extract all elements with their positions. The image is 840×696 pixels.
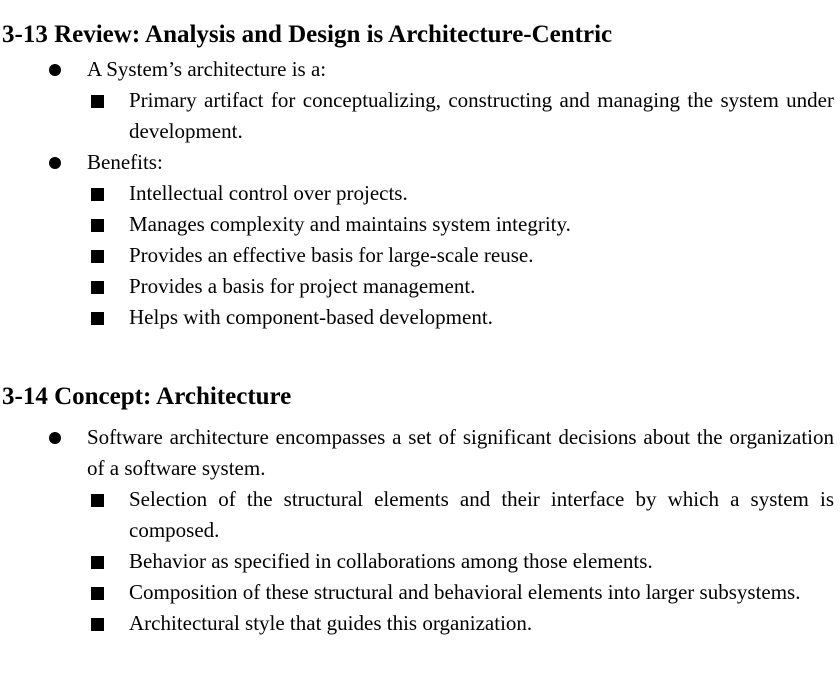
sub-list-item [0,302,840,333]
sub-list-item-text: Provides an effective basis for large-scale reuse. [129,243,534,267]
section-heading-review: 3-13 Review: Analysis and Design is Architecture-Centric [2,21,613,48]
list-item-text: Software architecture encompasses a set of significant decisions about the organization of a software system. [87,425,834,480]
bullet-dot-icon [49,64,61,76]
sub-list-item-text: Intellectual control over projects. [129,181,408,205]
sub-list-item-text: Selection of the structural elements and their interface by which a system is composed. [129,487,834,542]
sub-list-item [0,484,840,546]
bullet-square-icon [91,281,104,294]
bullet-square-icon [91,494,104,507]
sub-list-item-text: Provides a basis for project management. [129,274,476,298]
sub-list-item-text: Behavior as specified in collaborations among those elements. [129,549,653,573]
sub-list-item-text: Manages complexity and maintains system integrity. [129,212,571,236]
list-item [0,422,840,484]
sub-list-item-text: Primary artifact for conceptualizing, constructing and managing the system under development. [129,88,834,143]
bullet-square-icon [91,219,104,232]
sub-list-item-text: Composition of these structural and behavioral elements into larger subsystems. [129,580,801,604]
bullet-square-icon [91,188,104,201]
sub-list-item [0,240,840,271]
section-heading-concept: 3-14 Concept: Architecture [2,383,292,410]
sub-list-item [0,85,840,147]
bullet-dot-icon [49,157,61,169]
sub-list-item [0,608,840,639]
bullet-square-icon [91,250,104,263]
concept-bullet-list [0,422,840,639]
bullet-square-icon [91,95,104,108]
list-item [0,147,840,178]
bullet-square-icon [91,618,104,631]
bullet-square-icon [91,556,104,569]
sub-list-item [0,209,840,240]
bullet-dot-icon [49,432,61,444]
list-item-text: Benefits: [87,150,163,174]
list-item-text: A System’s architecture is a: [87,57,327,81]
sub-list-item [0,577,840,608]
sub-list-item-text: Architectural style that guides this organization. [129,611,533,635]
bullet-square-icon [91,587,104,600]
list-item [0,54,840,85]
sub-list-item [0,546,840,577]
bullet-square-icon [91,312,104,325]
sub-list-item [0,271,840,302]
sub-list-item [0,178,840,209]
review-bullet-list [0,54,840,333]
sub-list-item-text: Helps with component-based development. [129,305,493,329]
